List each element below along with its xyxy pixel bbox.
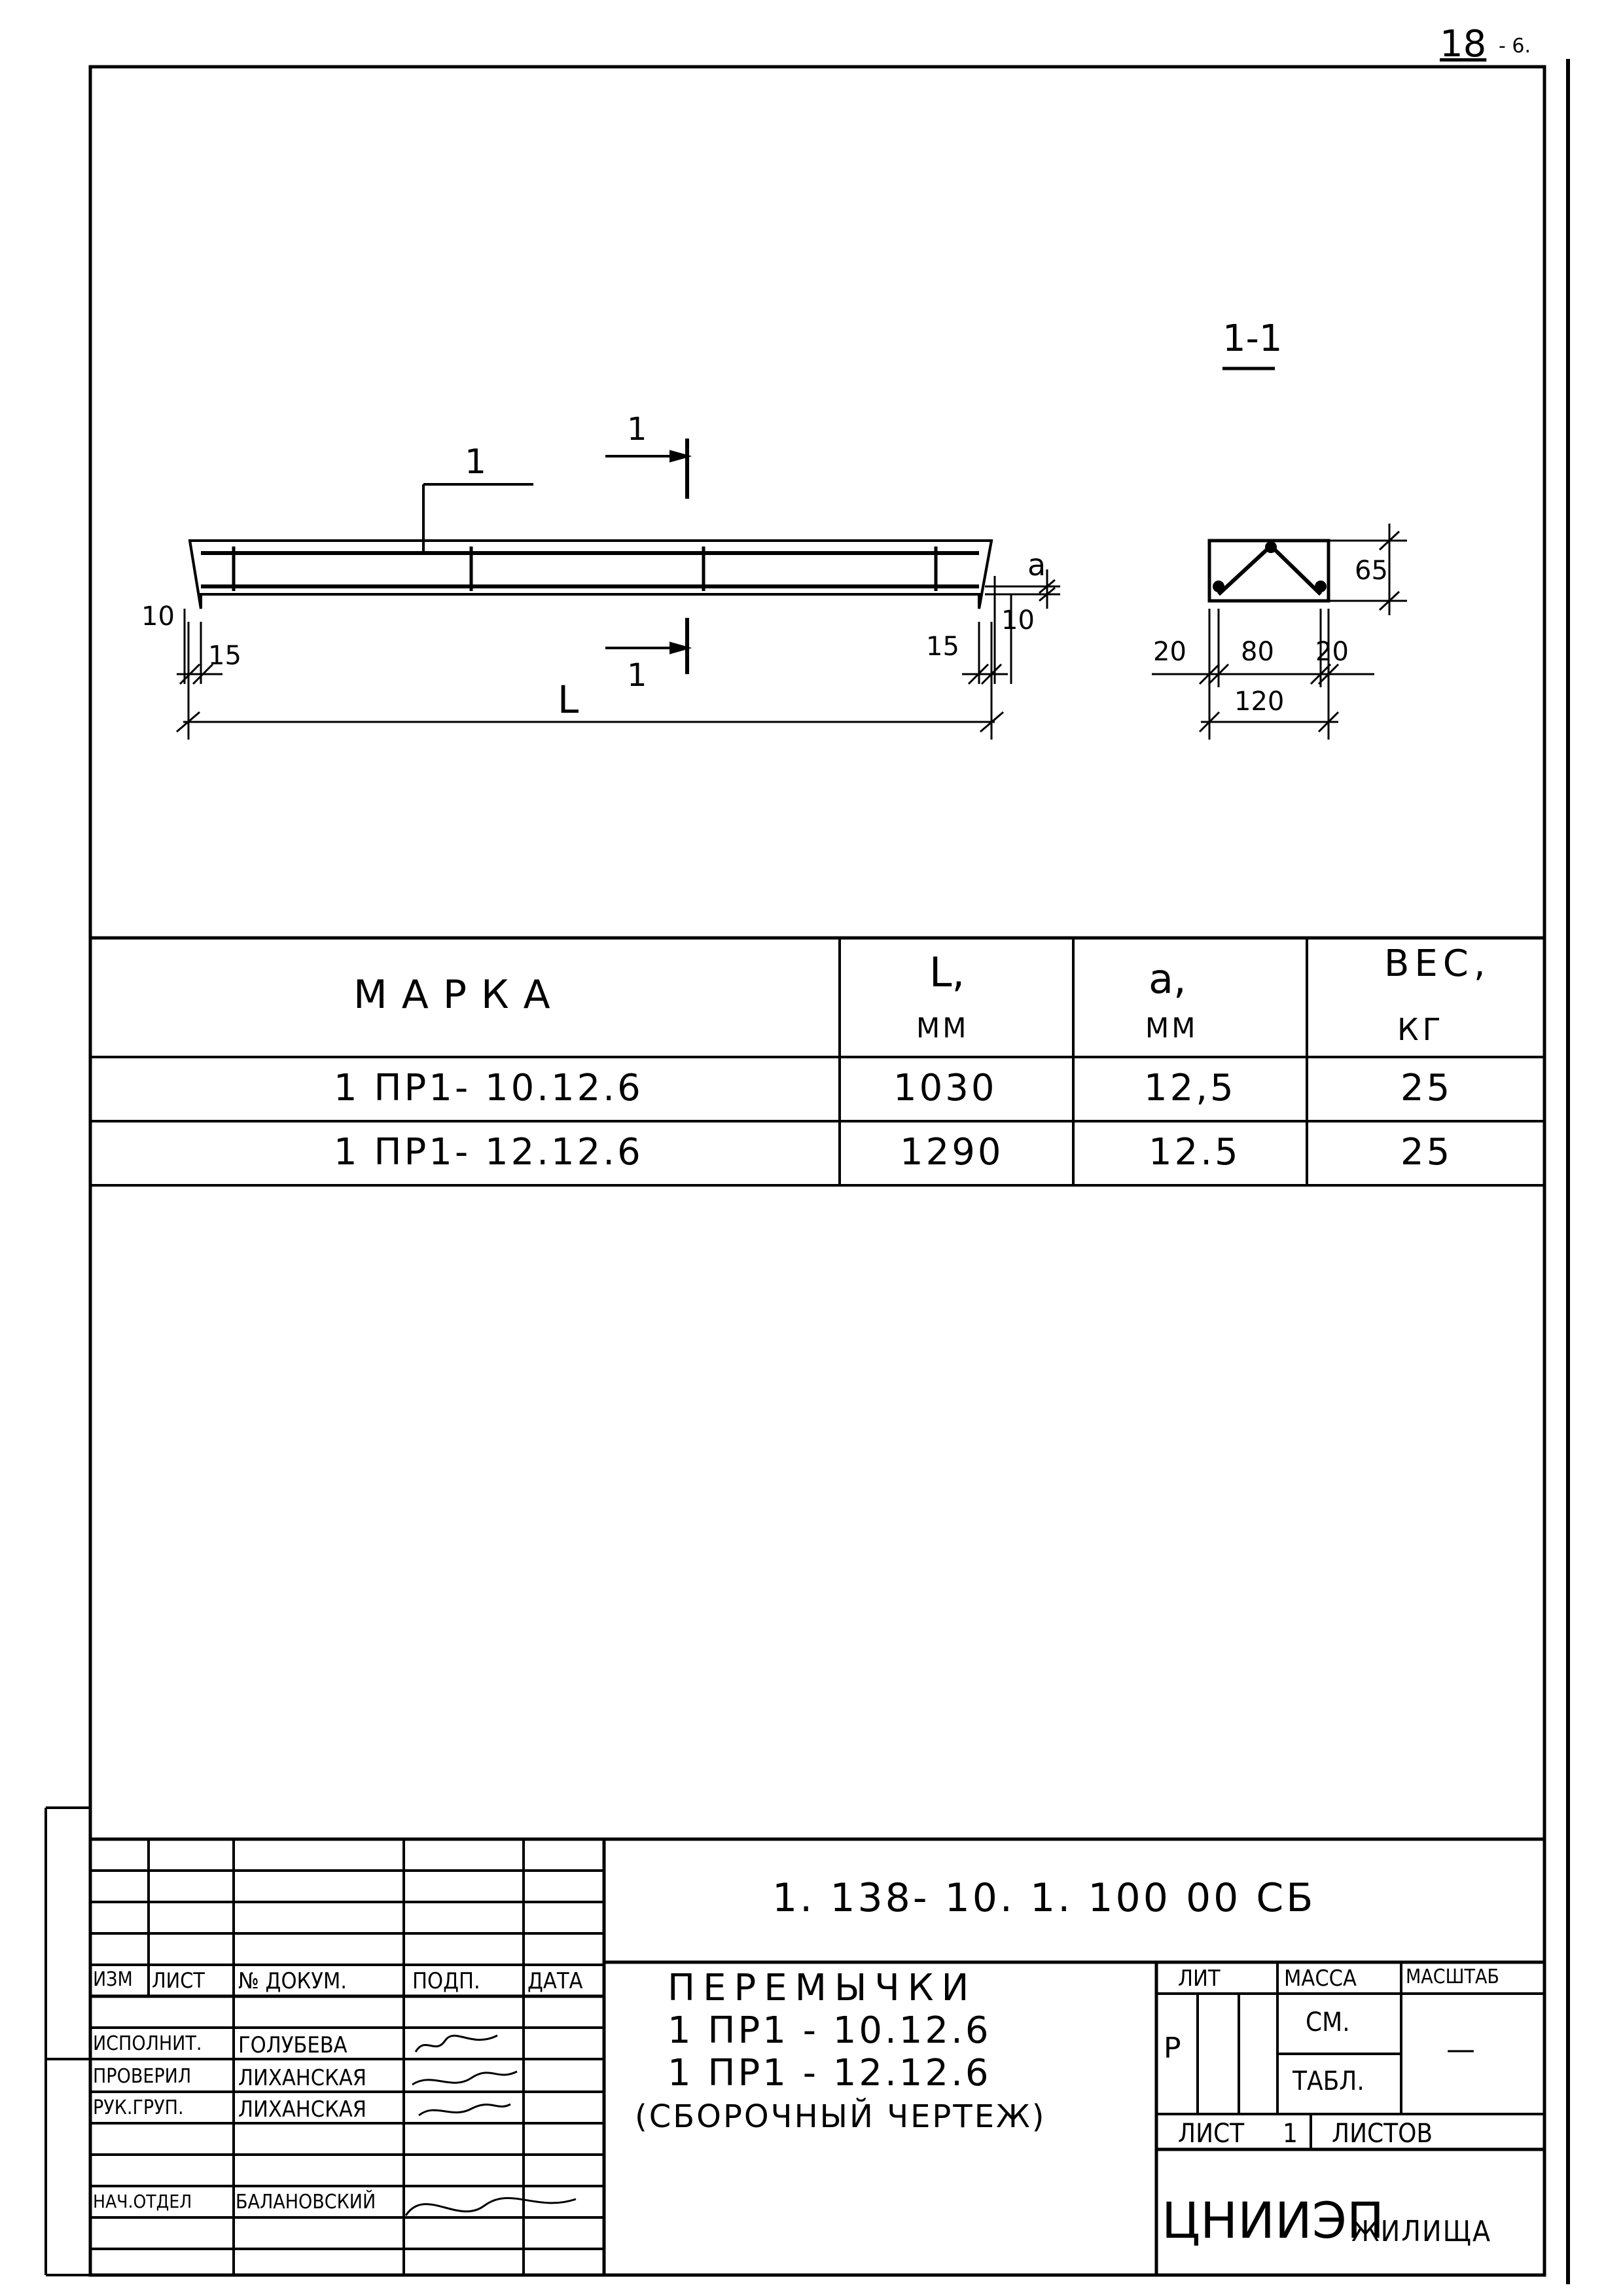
- sheet-value: 1: [1283, 2119, 1298, 2149]
- table-header-w-unit: КГ: [1397, 1012, 1445, 1047]
- title-line-4: (СБОРОЧНЫЙ ЧЕРТЕЖ): [635, 2098, 1046, 2135]
- page-number-extra: - 6.: [1499, 35, 1531, 58]
- table-header-mark: МАРКА: [353, 972, 565, 1018]
- title-line-2: 1 ПР1 - 10.12.6: [668, 2009, 991, 2052]
- table-row-2-l: 1290: [900, 1131, 1004, 1174]
- dim-L: L: [558, 677, 579, 722]
- beam-elevation: [177, 439, 1060, 740]
- signer-name-4: БАЛАНОВСКИЙ: [236, 2191, 376, 2214]
- table-header-l-unit: ММ: [916, 1012, 969, 1044]
- signature-1: [416, 2036, 497, 2052]
- dim-10-left: 10: [141, 601, 175, 632]
- table-header-a: a,: [1149, 955, 1186, 1003]
- mass-value-2: ТАБЛ.: [1293, 2066, 1364, 2096]
- dim-10-right: 10: [1001, 605, 1035, 636]
- scale-value: —: [1446, 2033, 1475, 2066]
- head-doc: № ДОКУМ.: [238, 1968, 347, 1994]
- signature-4: [406, 2198, 576, 2215]
- signer-role-4: НАЧ.ОТДЕЛ: [93, 2191, 192, 2212]
- table-header-l: L,: [929, 948, 965, 996]
- section-label: 1-1: [1222, 317, 1283, 360]
- dim-15-left: 15: [208, 641, 241, 671]
- lit-label: ЛИТ: [1178, 1965, 1221, 1992]
- signatures: [406, 2036, 576, 2215]
- dim-15-right: 15: [926, 632, 959, 662]
- section-mark-bottom: 1: [627, 657, 647, 694]
- dim-a: a: [1027, 547, 1046, 583]
- sheets-label: ЛИСТОВ: [1332, 2119, 1433, 2149]
- head-podp: ПОДП.: [412, 1968, 480, 1994]
- table-row-1-l: 1030: [893, 1067, 997, 1109]
- doc-code: 1. 138- 10. 1. 100 00 СБ: [772, 1875, 1316, 1921]
- table-row-2-w: 25: [1400, 1131, 1453, 1174]
- signer-role-3: РУК.ГРУП.: [93, 2096, 184, 2119]
- section-1-1: [1152, 368, 1407, 740]
- signer-name-3: ЛИХАНСКАЯ: [238, 2096, 367, 2123]
- table-row-2-a: 12.5: [1149, 1131, 1241, 1174]
- page-number: 18: [1440, 23, 1487, 65]
- head-list: ЛИСТ: [152, 1968, 205, 1993]
- signature-2: [412, 2072, 517, 2085]
- title-line-1: ПЕРЕМЫЧКИ: [668, 1967, 977, 2009]
- table-row-1-w: 25: [1400, 1067, 1453, 1109]
- title-line-3: 1 ПР1 - 12.12.6: [668, 2052, 991, 2094]
- sec-dim-80: 80: [1241, 637, 1274, 667]
- mass-label: МАССА: [1284, 1965, 1357, 1992]
- lit-value: Р: [1164, 2032, 1181, 2065]
- spec-table-lines: [90, 938, 1544, 1185]
- signature-3: [419, 2104, 510, 2115]
- scale-label: МАСШТАБ: [1406, 1965, 1499, 1988]
- sec-dim-120: 120: [1234, 687, 1285, 717]
- section-mark-top: 1: [627, 411, 647, 448]
- signer-name-1: ГОЛУБЕВА: [238, 2032, 348, 2058]
- sec-dim-20-left: 20: [1153, 637, 1186, 667]
- callout-label: 1: [465, 442, 487, 482]
- signer-role-2: ПРОВЕРИЛ: [93, 2065, 192, 2088]
- signer-name-2: ЛИХАНСКАЯ: [238, 2065, 367, 2091]
- sheet-frame: [90, 67, 1544, 2275]
- org-sub: ЖИЛИЩА: [1351, 2215, 1492, 2248]
- sec-dim-65: 65: [1355, 556, 1388, 586]
- mass-value-1: СМ.: [1306, 2007, 1350, 2037]
- sheet-label: ЛИСТ: [1178, 2119, 1245, 2149]
- table-row-1-mark: 1 ПР1- 10.12.6: [334, 1067, 643, 1109]
- head-data: ДАТА: [527, 1968, 583, 1994]
- sec-dim-20-right: 20: [1315, 637, 1349, 667]
- table-row-1-a: 12,5: [1144, 1067, 1236, 1109]
- org-main: ЦНИИЭП: [1162, 2191, 1385, 2250]
- head-izm: ИЗМ: [93, 1968, 133, 1991]
- table-header-a-unit: ММ: [1145, 1012, 1198, 1044]
- table-row-2-mark: 1 ПР1- 12.12.6: [334, 1131, 643, 1174]
- table-header-w: ВЕС,: [1384, 942, 1491, 985]
- signer-role-1: ИСПОЛНИТ.: [93, 2032, 202, 2055]
